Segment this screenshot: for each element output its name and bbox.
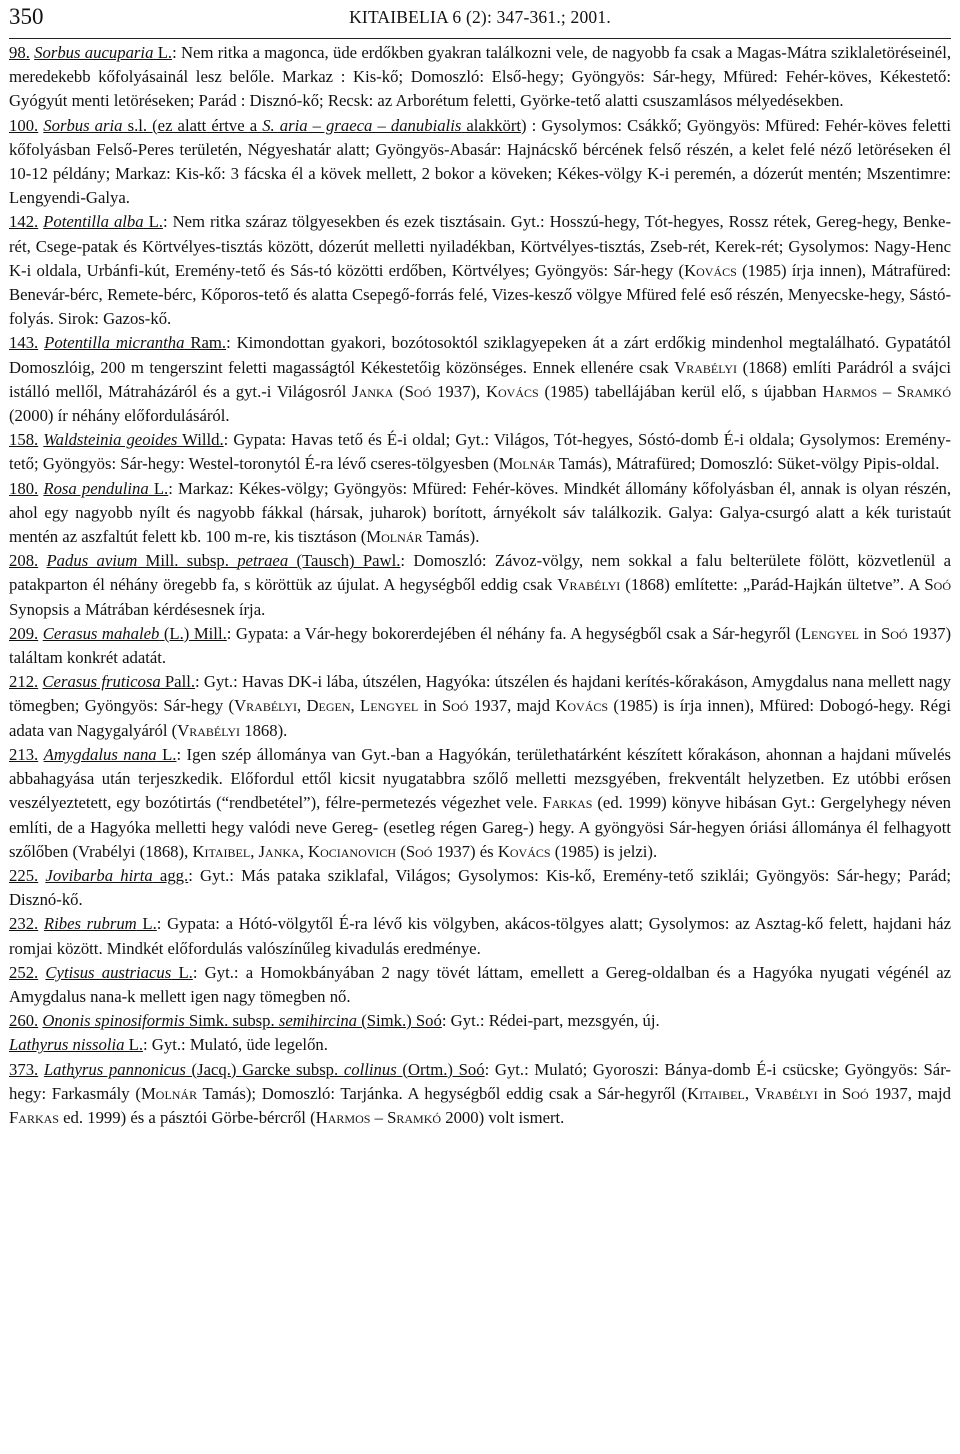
author-name: Degen bbox=[306, 696, 351, 716]
author-name: Farkas bbox=[9, 1107, 59, 1127]
entry-text: 1937, majd bbox=[468, 696, 556, 716]
species-entry bbox=[9, 114, 951, 211]
author-name: Molnár bbox=[366, 527, 423, 547]
entry-text: (1868) említi Parádról a svájci istálló mellől, Mátraházáról és a gyt.-i Világosról bbox=[9, 357, 951, 401]
author-name: Vrabélyi bbox=[177, 720, 241, 740]
entry-reference: (L.) Mill. bbox=[159, 623, 227, 643]
entry-text: , bbox=[296, 696, 307, 716]
author-name: Molnár bbox=[498, 454, 555, 474]
author-name: Kovács bbox=[497, 841, 551, 861]
entry-text: ( bbox=[393, 381, 405, 401]
entry-reference: 252. bbox=[9, 962, 39, 982]
species-list bbox=[9, 41, 951, 1130]
entry-text: : Gyt.: Havas DK-i lába, útszélen, Hagyóka: útszélen és hajdani kerítés-kőrakáson, Amygdalus nana mellett nagy tömegben; Gyöngyös: Sár-hegy ( bbox=[9, 672, 952, 716]
species-entry bbox=[9, 1009, 951, 1033]
entry-text: : Gypata: a Hótó-völgytől É-ra lévő kis völgyben, akácos-tölgyes alatt; Gysolymos: az Asztag-kő felett, hajdani ház romjai között. Mindkét előfordulás valószínűleg kivadulás eredménye. bbox=[9, 914, 951, 958]
entry-text: (1985) írja innen), Mátrafüred: Benevár-bérc, Remete-bérc, Kőporos-tető és alatta Csepegő-forrás felé, Vizes-kesző völgye Mfüred felé eső részén, Menyecske-hegy, Sástó-folyás. Sirok: Gazos-kő. bbox=[9, 260, 952, 329]
entry-text: : Gyt.: Mulató; Gyoroszi: Bánya-domb É-i csücske; Gyöngyös: Sár-hegy: Farkasmály ( bbox=[9, 1059, 951, 1103]
species-entry bbox=[9, 428, 951, 476]
species-entry bbox=[9, 549, 951, 622]
taxon-name: Potentilla alba bbox=[43, 212, 144, 232]
page-number: 350 bbox=[9, 4, 44, 29]
species-entry bbox=[9, 210, 951, 331]
species-entry bbox=[9, 1058, 951, 1131]
taxon-name: S. aria – graeca – danubialis bbox=[262, 115, 462, 135]
entry-reference: 260. bbox=[9, 1011, 39, 1031]
entry-reference: Mill. subsp. bbox=[137, 551, 238, 571]
entry-text: 1868). bbox=[240, 720, 288, 740]
entry-text: , bbox=[250, 841, 259, 861]
entry-text: Synopsis a Mátrában kérdésesnek írja. bbox=[9, 599, 266, 619]
entry-text: , bbox=[299, 841, 309, 861]
entry-reference: 213. bbox=[9, 744, 39, 764]
author-name: Soó bbox=[924, 575, 951, 595]
author-name: Kitaibel bbox=[687, 1083, 745, 1103]
entry-reference: 232. bbox=[9, 914, 39, 934]
entry-text: , bbox=[350, 696, 361, 716]
author-name: Kocianovich bbox=[308, 841, 397, 861]
taxon-name: Cerasus mahaleb bbox=[42, 623, 160, 643]
taxon-name: Sorbus aucuparia bbox=[34, 43, 154, 62]
author-name: Lengyel bbox=[360, 696, 419, 716]
author-name: Janka bbox=[258, 841, 300, 861]
entry-reference: (Tausch) Pawl. bbox=[288, 551, 401, 571]
author-name: Soó bbox=[880, 623, 908, 643]
author-name: Vrabélyi bbox=[754, 1083, 818, 1103]
taxon-name: Lathyrus pannonicus bbox=[43, 1059, 186, 1079]
entry-reference: 373. bbox=[9, 1059, 39, 1079]
author-name: Harmos – Sramkó bbox=[822, 381, 951, 401]
entry-reference: alakkört) bbox=[461, 115, 527, 135]
taxon-name: Padus avium bbox=[46, 551, 138, 571]
entry-text: : Gysolymos: Csákkő; Gyöngyös: Mfüred: Fehér-köves feletti kőfolyásban Felső-Peres területén, Négyeshatár alatt; Gyöngyös-Abasár: Hajnácskő bércének felső részén, a kelet felé néző letöréseken él 10-12 példány; Markaz: Kis-kő: 3 fácska él a kövek mellett, 2 bokor a köveken; Kékes-völgy K-i peremén, a dózerút mentén; Mszentimre: Lengyendi-Galya. bbox=[9, 115, 952, 208]
entry-text: 1937, majd bbox=[868, 1083, 951, 1103]
entry-text: 1937) és bbox=[432, 841, 498, 861]
entry-text: (1985) tabellájában kerül elő, s újabban bbox=[538, 381, 823, 401]
author-name: Soó bbox=[842, 1083, 869, 1103]
author-name: Kovács bbox=[555, 696, 609, 716]
entry-reference: 142. bbox=[9, 212, 39, 232]
entry-text: in bbox=[859, 623, 881, 643]
entry-reference: 98. bbox=[9, 43, 30, 62]
taxon-name: Amygdalus nana bbox=[43, 744, 157, 764]
entry-reference: (Jacq.) Garcke subsp. bbox=[185, 1059, 344, 1079]
taxon-name: Rosa pendulina bbox=[43, 478, 149, 498]
journal-citation: KITAIBELIA 6 (2): 347-361.; 2001. bbox=[349, 7, 611, 27]
species-entry bbox=[9, 41, 951, 114]
species-entry bbox=[9, 961, 951, 1009]
entry-reference: L. bbox=[136, 914, 157, 934]
entry-text: 2000) volt ismert. bbox=[441, 1107, 565, 1127]
entry-text: in bbox=[817, 1083, 843, 1103]
species-entry bbox=[9, 743, 951, 864]
species-entry bbox=[9, 670, 951, 743]
taxon-name: collinus bbox=[343, 1059, 397, 1079]
entry-text: (ed. 1999) könyve hibásan Gyt.: Gergelyhegy néven említi, de a Hagyóka melletti hegy valódi neve Gereg- (esetleg régen Gareg-) hegy. A gyöngyösi Sár-hegyen óriási állománya él felhagyott szőlőben (Vrabélyi (1868), bbox=[9, 793, 952, 861]
entry-reference: 212. bbox=[9, 672, 39, 692]
entry-text: Tamás), Mátrafüred; Domoszló: Süket-völgy Pipis-oldal. bbox=[554, 454, 940, 474]
entry-reference: Pall. bbox=[160, 672, 196, 692]
author-name: Kovács bbox=[684, 260, 737, 280]
taxon-name: Sorbus aria bbox=[43, 115, 123, 135]
entry-text: ed. 1999) és a pásztói Görbe-bércről ( bbox=[58, 1107, 316, 1127]
entry-reference: L. bbox=[153, 43, 173, 62]
entry-reference: L. bbox=[143, 212, 163, 232]
taxon-name: petraea bbox=[237, 551, 289, 571]
author-name: Farkas bbox=[542, 793, 593, 813]
author-name: Kovács bbox=[485, 381, 539, 401]
author-name: Soó bbox=[405, 841, 433, 861]
entry-reference: Ram. bbox=[184, 333, 227, 353]
entry-text: : Domoszló: Závoz-völgy, nem sokkal a falu belterülete fölött, közvetlenül a patakparton él néhány öregebb fa, s köröttük az újulat. A hegységből eddig csak bbox=[9, 551, 952, 595]
entry-reference: 143. bbox=[9, 333, 39, 353]
entry-reference: 180. bbox=[9, 478, 39, 498]
entry-text: ( bbox=[396, 841, 406, 861]
entry-reference: L. bbox=[148, 478, 169, 498]
entry-text: : Kimondottan gyakori, bozótosoktól sziklagyepeken át a zárt erdőkig mindenhol megtalálható. Gypatától Domoszlóig, 200 m tengerszint feletti magasságtól Kékestetőig közönséges. Ennek ellenére csak bbox=[9, 333, 951, 377]
entry-text: : Gyt.: Más pataka sziklafal, Világos; Gysolymos: Kis-kő, Eremény-tető sziklái; Gyöngyös: Sár-hegy; Parád; Disznó-kő. bbox=[9, 865, 951, 910]
author-name: Vrabélyi bbox=[674, 357, 738, 377]
species-entry bbox=[9, 331, 951, 428]
entry-text: : Nem ritka száraz tölgyesekben és ezek tisztásain. Gyt.: Hosszú-hegy, Tót-hegyes, Rossz rétek, Gereg-hegy, Benke-rét, Csege-patak és Körtvélyes-tisztás között, dózerút melletti nyiladékban, Körtvélyes-tisztás, Zseb-rét, Kerek-rét; Gysolymos: Nagy-Henc K-i oldala, Urbánfi-kút, Eremény-tető és Sás-tó közötti erdőben, Körtvélyes; Gyöngyös: Sár-hegy ( bbox=[9, 212, 952, 280]
entry-text: : Gyt.: Mulató, üde legelőn. bbox=[143, 1035, 328, 1055]
running-header bbox=[9, 0, 951, 39]
entry-reference: (Simk.) Soó bbox=[357, 1011, 442, 1031]
entry-text: : Gyt.: a Homokbányában 2 nagy tövét láttam, emellett a Gereg-oldalban és a Hagyóka nyugati végénél az Amygdalus nana-k mellett igen nagy tömegben nő. bbox=[9, 962, 952, 1006]
entry-reference: 209. bbox=[9, 623, 39, 643]
entry-text: Tamás); Domoszló: Tarjánka. A hegységből eddig csak a Sár-hegyről ( bbox=[197, 1083, 688, 1103]
author-name: Molnár bbox=[140, 1083, 198, 1103]
entry-reference: L. bbox=[124, 1035, 143, 1055]
taxon-name: Ononis spinosiformis bbox=[42, 1011, 185, 1031]
entry-text: : Gypata: Havas tető és É-i oldal; Gyt.: Világos, Tót-hegyes, Sóstó-domb É-i oldala; Gysolymos: Eremény-tető; Gyöngyös: Sár-hegy: Westel-toronytól É-ra lévő cseres-tölgyesben ( bbox=[9, 430, 951, 474]
species-entry bbox=[9, 477, 951, 550]
entry-reference: 158. bbox=[9, 430, 39, 450]
entry-reference: 208. bbox=[9, 551, 39, 571]
author-name: Vrabélyi bbox=[234, 696, 297, 716]
taxon-name: Jovibarba hirta bbox=[45, 865, 153, 885]
entry-text: : Gypata: a Vár-hegy bokorerdejében él néhány fa. A hegységből csak a Sár-hegyről ( bbox=[226, 623, 801, 643]
entry-text: : Igen szép állománya van Gyt.-ban a Hagyókán, területhatárként készített kőrakáson, ahonnan a hajdani művelés abbahagyása után terjeszkedik. Előfordul ettől kicsit nyugatabbra szőlő melletti mezsgyében, frekventált helyzetben. Ez utóbbi erősen veszélyeztetett, egy bozótirtás (“rendbetétel”), félre-permetezés végezhet vele. bbox=[9, 744, 951, 813]
entry-reference: 100. bbox=[9, 115, 39, 135]
taxon-name: Cytisus austriacus bbox=[45, 962, 172, 982]
taxon-name: Waldsteinia geoides bbox=[43, 430, 178, 450]
author-name: Janka bbox=[352, 381, 394, 401]
species-entry bbox=[9, 864, 951, 912]
entry-text: (1985) is írja innen), Mfüred: Dobogó-hegy. Régi adata van Nagygalyáról ( bbox=[9, 696, 952, 740]
entry-reference: (Ortm.) Soó bbox=[396, 1059, 485, 1079]
entry-text: (1985) is jelzi). bbox=[550, 841, 658, 861]
entry-reference: s.l. (ez alatt értve a bbox=[122, 115, 263, 135]
entry-reference: Simk. subsp. bbox=[184, 1011, 279, 1031]
species-entry bbox=[9, 1033, 951, 1057]
entry-text: 1937) találtam konkrét adatát. bbox=[9, 623, 952, 668]
entry-text: : Gyt.: Rédei-part, mezsgyén, új. bbox=[441, 1011, 660, 1031]
taxon-name: Cerasus fruticosa bbox=[42, 672, 161, 692]
entry-reference: L. bbox=[156, 744, 177, 764]
author-name: Soó bbox=[404, 381, 432, 401]
entry-text: Tamás). bbox=[422, 527, 480, 547]
author-name: Soó bbox=[441, 696, 469, 716]
entry-text: , bbox=[744, 1083, 755, 1103]
entry-text: (2000) ír néhány előfordulásáról. bbox=[9, 406, 230, 426]
entry-text: 1937), bbox=[431, 381, 486, 401]
author-name: Lengyel bbox=[800, 623, 859, 643]
species-entry bbox=[9, 912, 951, 960]
entry-text: : Nem ritka a magonca, üde erdőkben gyakran találkozni vele, de nagyobb fa csak a Magas-Mátra sziklaletöréseinél, meredekebb kőfolyásainál lesz belőle. Markaz : Kis-kő; Domoszló: Első-hegy; Gyöngyös: Sár-hegy, Mfüred: Fehér-köves, Kékestető: Gyógyút menti letöréseken; Parád : Disznó-kő; Recsk: az Arborétum feletti, Györke-tető alatti csuszamlásos mélyedésekben. bbox=[9, 43, 952, 111]
entry-reference: agg. bbox=[152, 865, 189, 885]
entry-reference: L. bbox=[171, 962, 193, 982]
taxon-name: Lathyrus nissolia bbox=[9, 1035, 125, 1055]
author-name: Kitaibel bbox=[192, 841, 251, 861]
taxon-name: semihircina bbox=[278, 1011, 358, 1031]
taxon-name: Potentilla micrantha bbox=[44, 333, 185, 353]
entry-text: (1868) említette: „Parád-Hajkán ültetve”. A bbox=[620, 575, 925, 595]
species-entry bbox=[9, 622, 951, 670]
entry-reference: 225. bbox=[9, 865, 39, 885]
entry-reference: Willd. bbox=[177, 430, 224, 450]
author-name: Harmos – Sramkó bbox=[315, 1107, 442, 1127]
author-name: Vrabélyi bbox=[557, 575, 621, 595]
entry-text: : Markaz: Kékes-völgy; Gyöngyös: Mfüred: Fehér-köves. Mindkét állomány kőfolyásban él, annak is olyan részén, ahol egy nagyobb nyílt és nagyobb fákkal (hársak, juharok) borított, árnyékolt sáv találkozik. Galya: Galya-csurgó alatt a kék turistaút mentén az aszfaltút felett kb. 100 m-re, kis tisztáson ( bbox=[9, 478, 951, 547]
entry-text: in bbox=[418, 696, 442, 716]
taxon-name: Ribes rubrum bbox=[43, 914, 137, 934]
